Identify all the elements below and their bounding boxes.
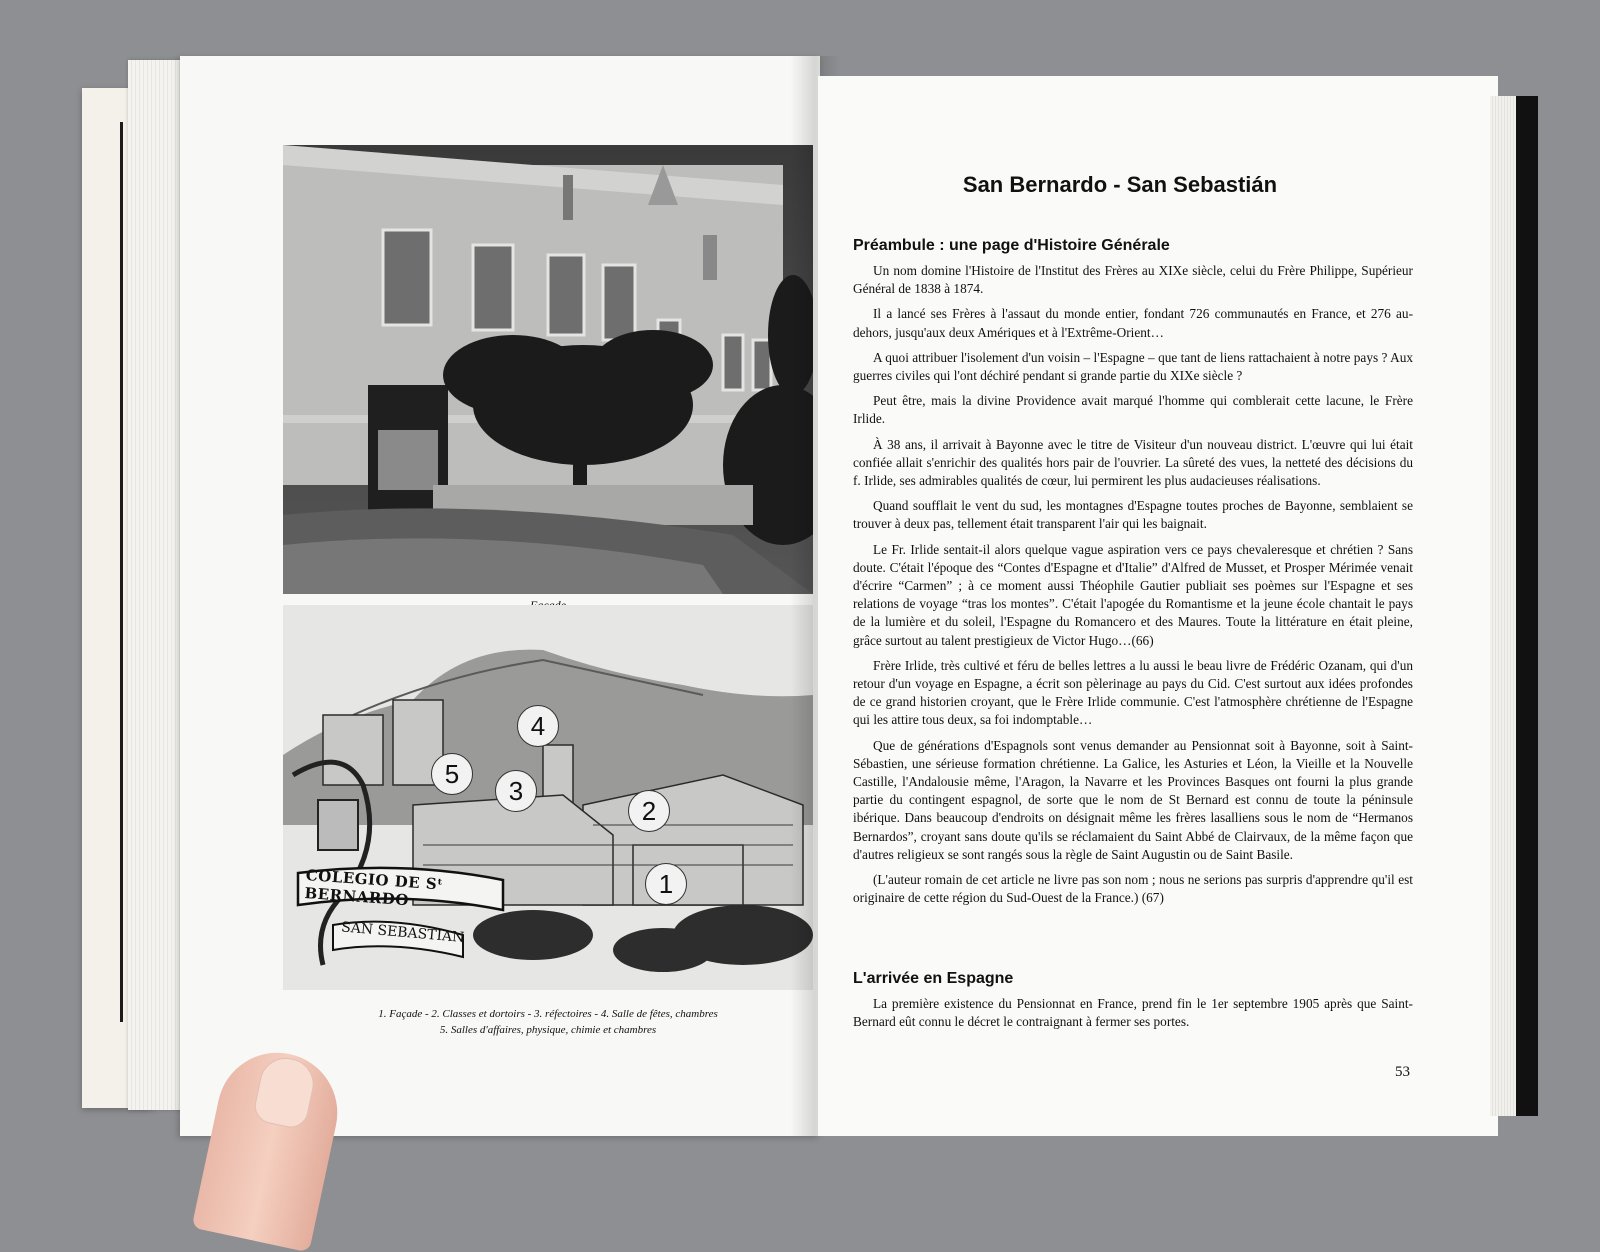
engraving-caption-line2: 5. Salles d'affaires, physique, chimie et chambres	[439, 1024, 657, 1036]
banner-text: COLEGIO DE Sᵗ BERNARDO	[303, 866, 444, 910]
college-engraving	[283, 605, 813, 990]
body-text-main	[853, 262, 1413, 915]
front-cover-edge	[1516, 96, 1538, 1116]
page-number: 53	[1395, 1064, 1410, 1080]
body-text-arrivee	[853, 995, 1413, 1038]
section-heading-preambule: Préambule : une page d'Histoire Générale	[853, 237, 1170, 254]
paragraph: Peut être, mais la divine Providence avait marqué l'homme qui comblerait cette lacune, le Frère Irlide.	[853, 393, 1413, 427]
paragraph: Quand soufflait le vent du sud, les montagnes d'Espagne toutes proches de Bayonne, semblaient se trouver à deux pas, tellement était transparent l'air qui les baignait.	[853, 498, 1413, 532]
paragraph: À 38 ans, il arrivait à Bayonne avec le titre de Visiteur d'un nouveau district. L'œuvre qui lui était confiée allait s'enrichir des qualités hors pair de l'ouvrier. La sûreté des vues, la netteté des décisions du f. Irlide, ses admirables qualités de cœur, lui permirent les plus audacieuses réalisations.	[853, 436, 1413, 489]
marker-4: 4	[517, 705, 559, 747]
paragraph: Que de générations d'Espagnols sont venus demander au Pensionnat soit à Bayonne, soit à Saint-Sébastien, une sérieuse formation chrétienne. La Galice, les Asturies et Léon, la Vieille et la Nouvelle Castille, l'Andalousie même, l'Aragon, la Navarre et les Provinces Basques ont fourni la plus grande partie du contingent espagnol, de sorte que le nom de St Bernard est connu de toute la péninsule ibérique. Dans beaucoup d'endroits on désignait même les frères lasalliens sous le nom de “Hermanos Bernardos”, croyant sans doute qu'ils se réclamaient du Saint Abbé de Clairvaux, de la même façon que d'autres religieux se sont rangés sous la règle de Saint Augustin ou de Saint Basile.	[853, 737, 1413, 862]
paragraph: Un nom domine l'Histoire de l'Institut des Frères au XIXe siècle, celui du Frère Philippe, Supérieur Général de 1838 à 1874.	[853, 263, 1413, 297]
paragraph: A quoi attribuer l'isolement d'un voisin – l'Espagne – que tant de liens rattachaient à notre pays ? Aux guerres civiles qui l'ont déchiré pendant si grande partie du XIXe siècle ?	[853, 349, 1413, 384]
paragraph: Le Fr. Irlide sentait-il alors quelque vague aspiration vers ce pays chevaleresque et chrétien ? Sans doute. C'était l'époque des “Contes d'Espagne et d'Italie” d'Alfred de Musset, et Prosper Mérimée venait d'écrire “Carmen” ; à ce moment aussi Théophile Gautier publiait ses poèmes sur l'Espagne et ses relations de voyage “tras los montes”. C'était l'apogée du Romantisme et la jeune école chantait le pays de la lumière et du soleil, l'Espagne du Romancero et des Maures. Toute la littérature en était pleine, grâce surtout au talent prestigieux de Victor Hugo…(66)	[853, 541, 1413, 648]
paragraph: Il a lancé ses Frères à l'assaut du monde entier, fondant 726 communautés en France, et 276 au-dehors, jusqu'aux deux Amériques et à l'Extrême-Orient…	[853, 306, 1413, 340]
paragraph: Frère Irlide, très cultivé et féru de belles lettres a lu aussi le beau livre de Frédéric Ozanam, qui d'un retour d'un voyage en Espagne, a écrit son pèlerinage au pays du Cid. C'est surtout aux idées profondes de ce grand historien croyant, que le Frère Irlide communie. C'est l'atmosphère chrétienne de l'Espagne qui les attire tous deux, sa foi indomptable…	[853, 657, 1413, 728]
paragraph: (L'auteur romain de cet article ne livre pas son nom ; nous ne serions pas surpris d'apprendre qu'il est originaire de cette région du Sud-Ouest de la France.) (67)	[853, 872, 1413, 906]
marker-1: 1	[645, 863, 687, 905]
marker-5: 5	[431, 753, 473, 795]
paragraph: La première existence du Pensionnat en France, prend fin le 1er septembre 1905 après que Saint-Bernard eût connu le décret le contraignant à fermer ses portes.	[853, 996, 1413, 1030]
facade-photo	[283, 145, 813, 594]
chapter-title: San Bernardo - San Sebastián	[962, 172, 1278, 197]
engraving-caption-line1: 1. Façade - 2. Classes et dortoirs - 3. réfectoires - 4. Salle de fêtes, chambres	[378, 1008, 718, 1020]
section-heading-arrivee: L'arrivée en Espagne	[853, 970, 1014, 987]
marker-3: 3	[495, 770, 537, 812]
marker-2: 2	[628, 790, 670, 832]
place-text: SAN SEBASTIAN	[340, 919, 465, 947]
left-page-edges	[128, 60, 188, 1110]
right-page-edges	[1490, 96, 1518, 1116]
